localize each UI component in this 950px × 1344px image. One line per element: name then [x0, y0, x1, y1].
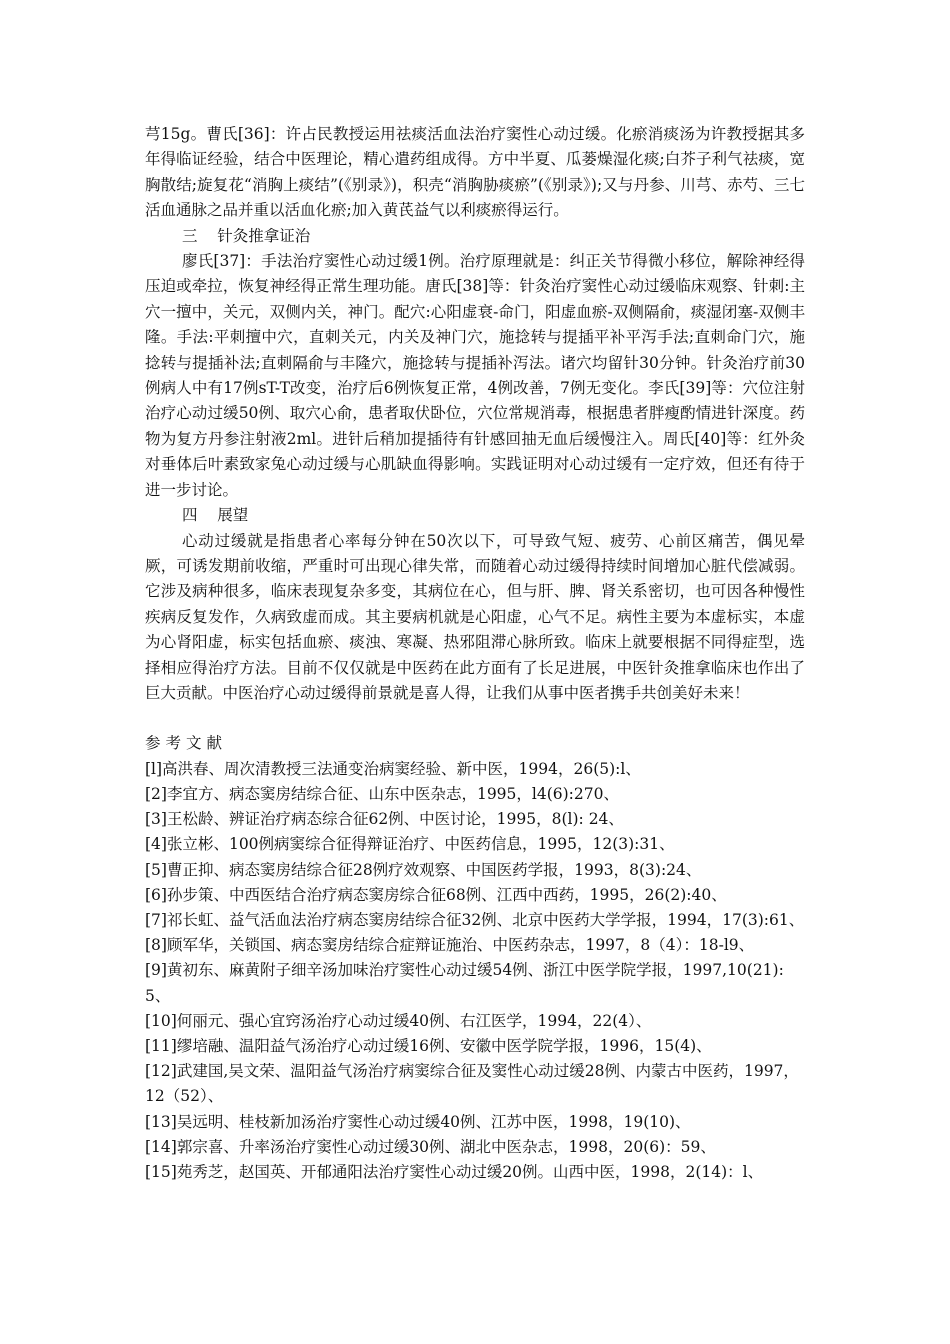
reference-item: [7]祁长虹、益气活血法治疗病态窦房结综合征32例、北京中医药大学学报，1994，17(3):61、 — [145, 910, 805, 929]
reference-item: [l]高洪春、周次清教授三法通变治病窦经验、新中医，1994，26(5):l、 — [145, 759, 641, 778]
reference-item: [14]郭宗喜、升率汤治疗窦性心动过缓30例、湖北中医杂志，1998，20(6)：59、 — [145, 1137, 716, 1156]
paragraph-acupuncture-massage: 廖氏[37]：手法治疗窦性心动过缓1例。治疗原理就是：纠正关节得微小移位，解除神经得压迫或牵拉，恢复神经得正常生理功能。唐氏[38]等：针灸治疗窦性心动过缓临床观察、针刺:主穴一擅中，关元，双侧内关，神门。配穴:心阳虚衰-命门，阳虚血瘀-双侧隔俞，痰湿闭塞-双侧丰隆。手法:平刺擅中穴，直刺关元，内关及神门穴，施捻转与提插平补平泻手法;直刺命门穴，施捻转与提插补法;直刺隔俞与丰隆穴，施捻转与提插补泻法。诸穴均留针30分钟。针灸治疗前30例病人中有17例sT-T改变，治疗后6例恢复正常，4例改善，7例无变化。李氏[39]等：穴位注射治疗心动过缓50例、取穴心俞，患者取伏卧位，穴位常规消毒，根据患者胖瘦酌情进针深度。药物为复方丹参注射液2ml。进针后稍加提插待有针感回抽无血后缓慢注入。周氏[40]等：红外灸对垂体后叶素致家兔心动过缓与心肌缺血得影响。实践证明对心动过缓有一定疗效，但还有待于进一步讨论。 — [145, 252, 805, 499]
reference-item: [4]张立彬、100例病窦综合征得辩证治疗、中医药信息，1995，12(3):31、 — [145, 835, 675, 854]
paragraph-outlook: 心动过缓就是指患者心率每分钟在50次以下，可导致气短、疲劳、心前区痛苦，偶见晕厥，可诱发期前收缩，严重时可出现心律失常，而随着心动过缓得持续时间增加心脏代偿减弱。它涉及病种很多，临床表现复杂多变，其病位在心，但与肝、脾、肾关系密切，也可因各种慢性疾病反复发作，久病致虚而成。其主要病机就是心阳虚，心气不足。病性主要为本虚标实，本虚为心肾阳虚，标实包括血瘀、痰浊、寒凝、热邪阻滞心脉所致。临床上就要根据不同得症型，选择相应得治疗方法。目前不仅仅就是中医药在此方面有了长足进展，中医针灸推拿临床也作出了巨大贡献。中医治疗心动过缓得前景就是喜人得，让我们从事中医者携手共创美好未来！ — [145, 531, 805, 702]
reference-item: [10]何丽元、强心宜窍汤治疗心动过缓40例、右江医学，1994，22(4）、 — [145, 1011, 652, 1030]
reference-item: [9]黄初东、麻黄附子细辛汤加味治疗窦性心动过缓54例、浙江中医学院学报，1997,10(21):5、 — [145, 961, 784, 1005]
reference-item: [15]苑秀芝，赵国英、开郁通阳法治疗窦性心动过缓20例。山西中医，1998，2(14)：l、 — [145, 1163, 764, 1181]
references-list — [145, 757, 805, 1185]
section-spacer — [145, 706, 805, 731]
paragraph-cao-xu-zhanmin: 芎15g。曹氏[36]：许占民教授运用祛痰活血法治疗窦性心动过缓。化瘀消痰汤为许教授据其多年得临证经验，结合中医理论，精心遣药组成得。方中半夏、瓜蒌燥湿化痰;白芥子利气祛痰，宽胸散结;旋复花“消胸上痰结”(《别录》)，积壳“消胸胁痰瘀”(《别录》);又与丹参、川芎、赤芍、三七活血通脉之品并重以活血化瘀;加入黄芪益气以利痰瘀得运行。 — [145, 125, 805, 220]
references-title: 参考文献 — [145, 734, 228, 753]
document-page — [145, 122, 805, 1185]
reference-item: [8]顾军华，关锁国、病态窦房结综合症辩证施治、中医药杂志，1997，8（4）：18-l9、 — [145, 936, 755, 955]
reference-item: [5]曹正抑、病态窦房结综合征28例疗效观察、中国医药学报，1993，8(3):24、 — [145, 860, 702, 879]
reference-item: [13]吴远明、桂枝新加汤治疗窦性心动过缓40例、江苏中医，1998，19(10)、 — [145, 1112, 691, 1131]
reference-item: [3]王松龄、辨证治疗病态综合征62例、中医讨论，1995，8(l): 24、 — [145, 810, 624, 829]
reference-item: [2]李宜方、病态窦房结综合征、山东中医杂志，1995，l4(6):270、 — [145, 784, 619, 803]
section-heading-acupuncture: 三 针灸推拿证治 — [182, 226, 311, 245]
reference-item: [11]缪培融、温阳益气汤治疗心动过缓16例、安徽中医学院学报，1996，15(4)、 — [145, 1036, 712, 1055]
reference-item: [6]孙步策、中西医结合治疗病态窦房综合征68例、江西中西药，1995，26(2):40、 — [145, 885, 727, 904]
reference-item: [12]武建国,吴文荣、温阳益气汤治疗病窦综合征及窦性心动过缓28例、内蒙古中医药，1997，12（52）、 — [145, 1062, 799, 1106]
section-heading-outlook: 四 展望 — [182, 506, 249, 525]
